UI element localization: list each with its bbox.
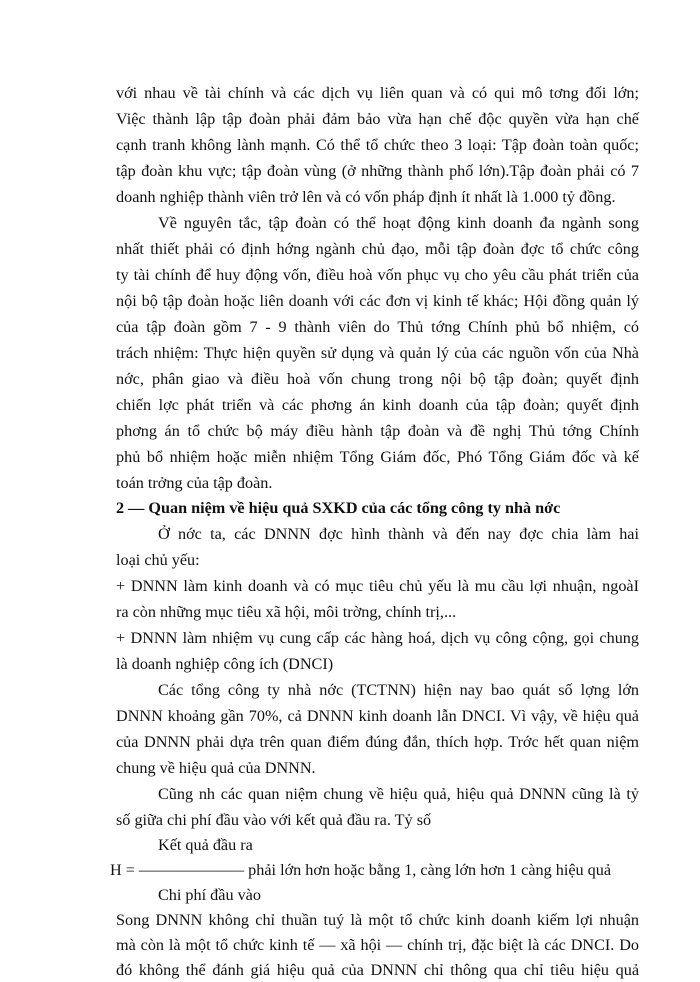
text-line: của DNNN phải dựa trên quan điểm đúng đắn, thích hợp. Trớc hết quan niệm <box>116 733 639 751</box>
text-line: Việc thành lập tập đoàn phải đảm bảo vừa hạn chế độc quyền vừa hạn chế <box>116 110 639 128</box>
text-line: ra còn những mục tiêu xã hội, môi trờng, chính trị,... <box>116 603 457 621</box>
text-line: chiến lợc phát triển và các phơng án kinh doanh của tập đoàn; quyết định <box>116 396 639 414</box>
text-line: Song DNNN không chỉ thuần tuý là một tổ chức kinh doanh kiếm lợi nhuận <box>116 911 639 929</box>
text-line: Về nguyên tắc, tập đoàn có thể hoạt động kinh doanh đa ngành song <box>158 214 639 232</box>
text-line: là doanh nghiệp công ích (DNCI) <box>116 655 334 673</box>
text-line: + DNNN làm kinh doanh và có mục tiêu chủ yếu là mu cầu lợi nhuận, ngoàI <box>116 577 639 595</box>
text-line: nớc, phân giao và điều hoà vốn chung trong nội bộ tập đoàn; quyết định <box>116 370 639 388</box>
text-line: nhất thiết phải có định hớng ngành chủ đạo, mỗi tập đoàn đợc tổ chức công <box>116 240 639 258</box>
text-line: phơng án tổ chức bộ máy điều hành tập đoàn và đề nghị Thủ tớng Chính <box>116 422 639 440</box>
text-line: chung về hiệu quả của DNNN. <box>116 759 316 777</box>
text-line: ty tài chính để huy động vốn, điều hoà vốn phục vụ cho yêu cầu phát triển của <box>116 266 639 284</box>
text-line: trách nhiệm: Thực hiện quyền sử dụng và quản lý của các nguồn vốn của Nhà <box>116 344 639 362</box>
text-line: mà còn là một tổ chức kinh tế — xã hội — chính trị, đặc biệt là các DNCI. Do <box>116 936 639 954</box>
text-line: phủ bổ nhiệm hoặc miễn nhiệm Tổng Giám đốc, Phó Tổng Giám đốc và kế <box>116 448 639 466</box>
text-line: của tập đoàn gồm 7 - 9 thành viên do Thủ tớng Chính phủ bổ nhiệm, có <box>116 318 639 336</box>
formula-denominator: Chi phí đầu vào <box>158 886 261 904</box>
text-line: đó không thể đánh giá hiệu quả của DNNN chỉ thông qua chỉ tiêu hiệu quả <box>116 961 639 979</box>
text-line: cạnh tranh không lành mạnh. Có thể tổ chức theo 3 loại: Tập đoàn toàn quốc; <box>116 136 639 154</box>
formula-numerator: Kết quả đầu ra <box>158 836 253 854</box>
text-line: với nhau về tài chính và các dịch vụ liên quan và có qui mô tơng đối lớn; <box>116 84 639 102</box>
formula-line: H = ––––––––––––– phải lớn hơn hoặc bằng 1, càng lớn hơn 1 càng hiệu quả <box>110 861 612 879</box>
text-line: số giữa chi phí đầu vào với kết quả đầu ra. Tỷ số <box>116 811 432 829</box>
section-heading: 2 — Quan niệm về hiệu quả SXKD của các tổng công ty nhà nớc <box>116 499 561 517</box>
text-line: tập đoàn khu vực; tập đoàn vùng (ở những thành phố lớn).Tập đoàn phải có 7 <box>116 162 639 180</box>
text-line: doanh nghiệp thành viên trở lên và có vốn pháp định ít nhất là 1.000 tỷ đồng. <box>116 188 616 206</box>
text-line: Ở nớc ta, các DNNN đợc hình thành và đến nay đợc chia làm hai <box>158 525 639 543</box>
text-line: toán trởng của tập đoàn. <box>116 474 273 492</box>
text-line: Cũng nh các quan niệm chung về hiệu quả, hiệu quả DNNN cũng là tỷ <box>158 785 639 803</box>
text-line: DNNN khoảng gần 70%, cả DNNN kinh doanh lẫn DNCI. Vì vậy, về hiệu quả <box>116 707 639 725</box>
text-line: + DNNN làm nhiệm vụ cung cấp các hàng hoá, dịch vụ công cộng, gọi chung <box>116 629 639 647</box>
text-line: loại chủ yếu: <box>116 551 200 569</box>
text-line: nội bộ tập đoàn hoặc liên doanh với các đơn vị kinh tế khác; Hội đồng quản lý <box>116 292 639 310</box>
text-line: Các tổng công ty nhà nớc (TCTNN) hiện nay bao quát số lợng lớn <box>158 681 639 699</box>
